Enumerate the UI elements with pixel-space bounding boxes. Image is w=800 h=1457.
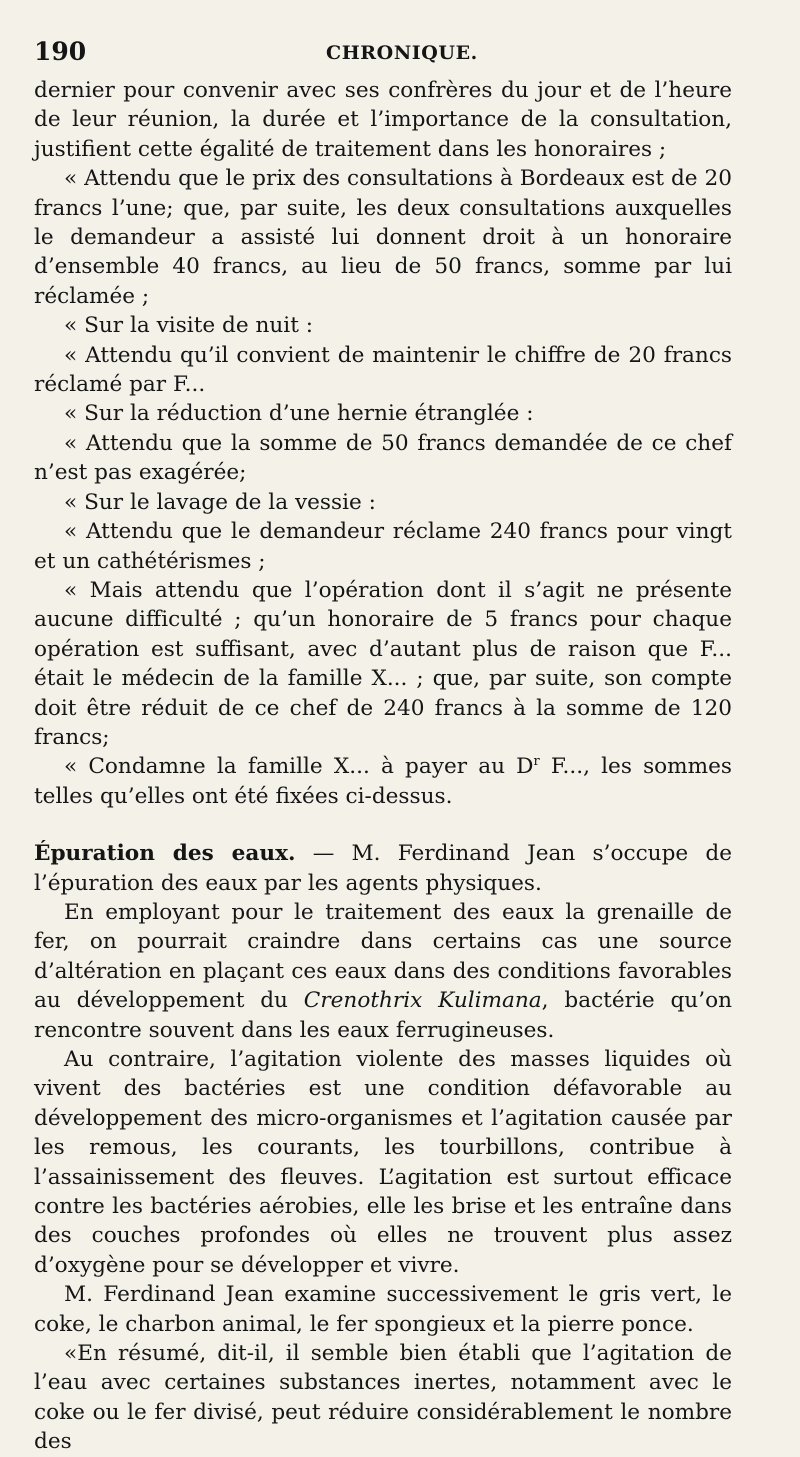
page-number: 190 (34, 37, 87, 66)
paragraph-final-ruling (34, 752, 732, 811)
ruling-text-after: F..., les sommes telles qu’elles ont été fixées ci-dessus. (34, 754, 732, 809)
section-gap (34, 811, 732, 839)
crenothrix-species: Crenothrix Kulimana (303, 988, 542, 1014)
section-title: Épuration des eaux. (34, 841, 296, 867)
paragraph-hernia: « Attendu que la somme de 50 francs demandée de ce chef n’est pas exagérée; (34, 430, 732, 486)
paragraph-agitation: Au contraire, l’agitation violente des masses liquides où vivent des bactéries est une condition défavorable au développement des micro-organismes et l’agitation causée par les remous, les courants, les tourbillons, contribue à l’assainissement des fleuves. L’agitation est surtout efficace contre les bactéries aérobies, elle les brise et les entraîne dans des couches profondes où elles ne trouvent plus assez d’oxygène pour se développer et vivre. (34, 1047, 732, 1278)
paragraph-summary: «En résumé, dit-il, il semble bien établi que l’agitation de l’eau avec certaines substances inertes, notamment avec le coke ou le fer divisé, peut réduire considérablement le nombre des (34, 1341, 732, 1455)
paragraph-night-visit-heading: « Sur la visite de nuit : (64, 313, 314, 339)
page-body (34, 76, 732, 1457)
page-header (34, 38, 732, 76)
running-head: CHRONIQUE. (326, 42, 478, 64)
section-paragraph (34, 839, 732, 898)
ruling-superscript: r (533, 754, 540, 770)
paragraph-consultations: « Attendu que le prix des consultations à Bordeaux est de 20 francs l’une; que, par suite, les deux consultations auxquelles le demandeur a assisté lui donnent droit à un honoraire d’ensemble 40 francs, au lieu de 50 francs, somme par lui réclamée ; (34, 166, 732, 309)
ruling-text-before: « Condamne la famille X... à payer au D (64, 754, 534, 780)
paragraph-continuation: dernier pour convenir avec ses confrères du jour et de l’heure de leur réunion, la durée et l’importance de la consultation, justifient cette égalité de traitement dans les honoraires ; (34, 78, 732, 162)
section-intro: — M. Ferdinand Jean s’occupe de l’épuration des eaux par les agents physiques. (34, 841, 732, 896)
crenothrix-before: En employant pour le traitement des eaux la grenaille de fer, on pourrait craindre dans certains cas une source d’altération en plaçant ces eaux dans des conditions favorables au développement du (34, 899, 732, 1014)
paragraph-night-visit: « Attendu qu’il convient de maintenir le chiffre de 20 francs réclamé par F... (34, 342, 732, 398)
paragraph-hernia-heading: « Sur la réduction d’une hernie étranglée : (64, 401, 534, 427)
paragraph-materials: M. Ferdinand Jean examine successivement le gris vert, le coke, le charbon animal, le fer spongieux et la pierre ponce. (34, 1282, 732, 1337)
paragraph-operation: « Mais attendu que l’opération dont il s’agit ne présente aucune difficulté ; qu’un honoraire de 5 francs pour chaque opération est suffisant, avec d’autant plus de raison que F... était le médecin de la famille X... ; que, par suite, son compte doit être réduit de ce chef de 240 francs à la somme de 120 francs; (34, 577, 732, 750)
paragraph-bladder-heading: « Sur le lavage de la vessie : (64, 489, 376, 515)
paragraph-bladder: « Attendu que le demandeur réclame 240 francs pour vingt et un cathétérismes ; (34, 519, 732, 574)
paragraph-crenothrix (34, 898, 732, 1045)
crenothrix-after: , bactérie qu’on rencontre souvent dans les eaux ferrugineuses. (34, 988, 732, 1043)
